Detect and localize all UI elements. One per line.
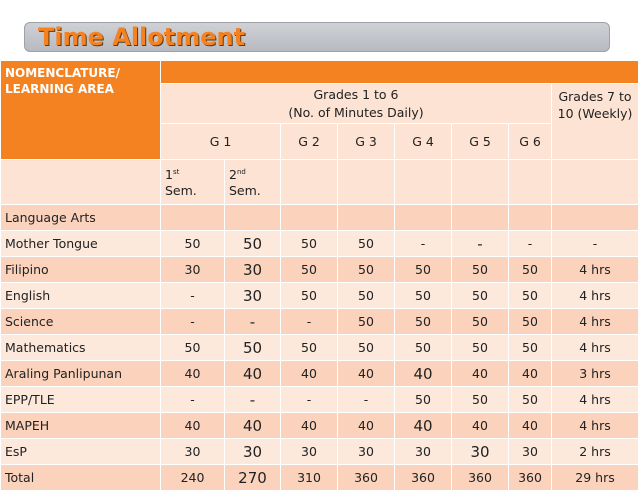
value-cell: 40 (281, 361, 338, 387)
value-cell: 50 (452, 257, 509, 283)
learning-area-cell: Language Arts (1, 205, 161, 231)
value-cell: 50 (395, 387, 452, 413)
value-cell: 50 (225, 335, 281, 361)
value-cell: 2 hrs (552, 439, 638, 465)
value-cell: 50 (452, 335, 509, 361)
value-cell: 50 (161, 231, 225, 257)
value-cell (509, 205, 552, 231)
value-cell (552, 205, 638, 231)
value-cell: 4 hrs (552, 309, 638, 335)
learning-area-cell: Filipino (1, 257, 161, 283)
value-cell: 40 (395, 413, 452, 439)
nomenclature-header: NOMENCLATURE/ LEARNING AREA (1, 61, 161, 160)
value-cell: 40 (225, 413, 281, 439)
value-cell: 50 (395, 257, 452, 283)
value-cell: 4 hrs (552, 335, 638, 361)
value-cell: 270 (225, 465, 281, 491)
value-cell: 30 (509, 439, 552, 465)
value-cell: 50 (509, 309, 552, 335)
value-cell: - (281, 387, 338, 413)
value-cell: 40 (395, 361, 452, 387)
time-allotment-table (0, 60, 638, 491)
table-row (1, 231, 638, 257)
value-cell: 50 (338, 283, 395, 309)
value-cell: - (281, 309, 338, 335)
learning-area-cell: Araling Panlipunan (1, 361, 161, 387)
header-top-band (161, 61, 638, 84)
value-cell: - (338, 387, 395, 413)
grade-header-3: G 3 (338, 124, 395, 160)
value-cell: 29 hrs (552, 465, 638, 491)
value-cell: 50 (281, 231, 338, 257)
value-cell: 30 (225, 257, 281, 283)
value-cell: 240 (161, 465, 225, 491)
value-cell: 40 (338, 413, 395, 439)
value-cell: 40 (161, 413, 225, 439)
value-cell: 360 (509, 465, 552, 491)
value-cell: - (225, 387, 281, 413)
learning-area-cell: EsP (1, 439, 161, 465)
value-cell: 50 (281, 335, 338, 361)
value-cell: 50 (161, 335, 225, 361)
learning-area-cell: English (1, 283, 161, 309)
value-cell: - (509, 231, 552, 257)
value-cell (452, 205, 509, 231)
table-row (1, 361, 638, 387)
grades-7-10-header: Grades 7 to 10 (Weekly) (552, 84, 638, 160)
learning-area-cell: Total (1, 465, 161, 491)
value-cell: 40 (452, 413, 509, 439)
value-cell: 50 (338, 231, 395, 257)
value-cell: 40 (452, 361, 509, 387)
value-cell: 30 (338, 439, 395, 465)
value-cell: 3 hrs (552, 361, 638, 387)
value-cell: - (161, 387, 225, 413)
grades-1-6-label: Grades 1 to 6 (314, 87, 399, 102)
sem-1-header: 1st Sem. (161, 160, 225, 205)
value-cell: 30 (225, 283, 281, 309)
value-cell: 4 hrs (552, 283, 638, 309)
value-cell: 50 (509, 335, 552, 361)
value-cell: 50 (395, 283, 452, 309)
value-cell: 40 (225, 361, 281, 387)
value-cell: 50 (338, 335, 395, 361)
grades-1-6-header (161, 84, 552, 124)
value-cell: - (161, 283, 225, 309)
grades-1-6-unit: (No. of Minutes Daily) (288, 105, 423, 120)
table-row (1, 387, 638, 413)
value-cell: 360 (395, 465, 452, 491)
value-cell: 30 (161, 257, 225, 283)
value-cell: 50 (509, 283, 552, 309)
page-title: Time Allotment (38, 23, 245, 51)
value-cell: - (225, 309, 281, 335)
table-row (1, 439, 638, 465)
value-cell: 50 (338, 309, 395, 335)
value-cell: 50 (338, 257, 395, 283)
value-cell: - (552, 231, 638, 257)
table-row (1, 257, 638, 283)
value-cell: 50 (281, 283, 338, 309)
value-cell: 310 (281, 465, 338, 491)
value-cell: 30 (281, 439, 338, 465)
value-cell: 4 hrs (552, 257, 638, 283)
table-row (1, 413, 638, 439)
learning-area-cell: Science (1, 309, 161, 335)
value-cell: 50 (452, 309, 509, 335)
table-row (1, 335, 638, 361)
learning-area-cell: EPP/TLE (1, 387, 161, 413)
learning-area-cell: Mathematics (1, 335, 161, 361)
value-cell: 40 (338, 361, 395, 387)
value-cell (281, 205, 338, 231)
value-cell (338, 205, 395, 231)
learning-area-cell: Mother Tongue (1, 231, 161, 257)
sem-2-header: 2nd Sem. (225, 160, 281, 205)
value-cell: 40 (161, 361, 225, 387)
value-cell: 40 (281, 413, 338, 439)
value-cell: 50 (281, 257, 338, 283)
semester-row-blank (1, 160, 161, 205)
value-cell: 50 (395, 335, 452, 361)
value-cell: - (395, 231, 452, 257)
grade-header-1: G 1 (161, 124, 281, 160)
value-cell: 4 hrs (552, 413, 638, 439)
value-cell: 50 (452, 387, 509, 413)
grade-header-2: G 2 (281, 124, 338, 160)
value-cell: 30 (225, 439, 281, 465)
value-cell: - (452, 231, 509, 257)
value-cell: 30 (395, 439, 452, 465)
table-row (1, 309, 638, 335)
value-cell: 50 (509, 387, 552, 413)
value-cell: 50 (452, 283, 509, 309)
value-cell: 30 (452, 439, 509, 465)
value-cell: 50 (225, 231, 281, 257)
value-cell: 360 (452, 465, 509, 491)
grade-header-6: G 6 (509, 124, 552, 160)
learning-area-cell: MAPEH (1, 413, 161, 439)
value-cell: 50 (509, 257, 552, 283)
grade-header-4: G 4 (395, 124, 452, 160)
grade-header-5: G 5 (452, 124, 509, 160)
value-cell (225, 205, 281, 231)
value-cell: 50 (395, 309, 452, 335)
value-cell: 40 (509, 361, 552, 387)
table-row (1, 283, 638, 309)
table-row (1, 465, 638, 491)
value-cell: - (161, 309, 225, 335)
value-cell: 360 (338, 465, 395, 491)
table-row (1, 205, 638, 231)
value-cell: 40 (509, 413, 552, 439)
value-cell (161, 205, 225, 231)
value-cell (395, 205, 452, 231)
value-cell: 4 hrs (552, 387, 638, 413)
value-cell: 30 (161, 439, 225, 465)
